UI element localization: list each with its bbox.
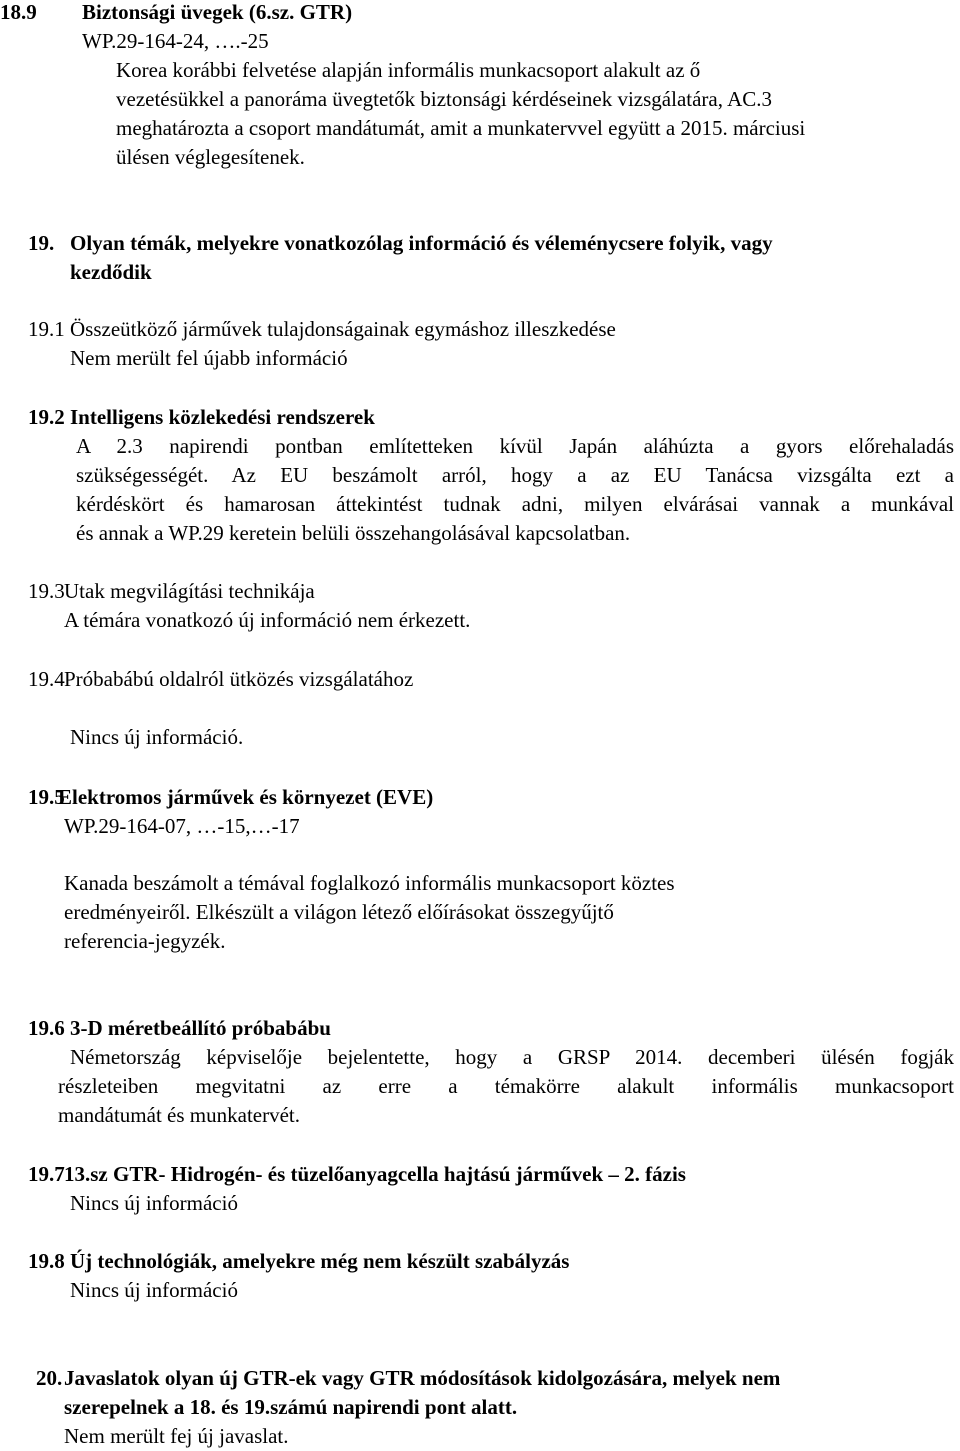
- section-text: Nem merült fel újabb információ: [70, 346, 348, 370]
- section-title: Olyan témák, melyekre vonatkozólag információ és véleménycsere folyik, vagy: [70, 231, 773, 255]
- section-text: Nincs új információ: [70, 1278, 238, 1302]
- section-number: 19.7: [28, 1162, 65, 1186]
- document-reference: WP.29-164-24, ….-25: [82, 29, 269, 53]
- paragraph-line: szükségességét. Az EU beszámolt arról, hogy a az EU Tanácsa vizsgálta ezt a: [76, 463, 954, 487]
- paragraph-line: Kanada beszámolt a témával foglalkozó informális munkacsoport köztes: [64, 871, 675, 895]
- section-title: 3-D méretbeállító próbabábu: [70, 1016, 331, 1040]
- section-number: 19.: [28, 231, 55, 255]
- section-text: Nem merült fej új javaslat.: [64, 1424, 289, 1448]
- section-title-continued: szerepelnek a 18. és 19.számú napirendi pont alatt.: [64, 1395, 518, 1419]
- paragraph-line: ülésen véglegesítenek.: [116, 145, 305, 169]
- paragraph-line: kérdéskört és hamarosan áttekintést tudnak adni, milyen elvárásai vannak a munkával: [76, 492, 954, 516]
- paragraph-line: Németország képviselője bejelentette, hogy a GRSP 2014. decemberi ülésén fogják: [70, 1045, 954, 1069]
- section-text: Nincs új információ.: [70, 725, 244, 749]
- section-number: 19.5: [28, 785, 65, 809]
- section-title: Próbabábú oldalról ütközés vizsgálatához: [64, 667, 414, 691]
- paragraph-line: meghatározta a csoport mandátumát, amit a munkatervvel együtt a 2015. márciusi: [116, 116, 806, 140]
- section-title: Javaslatok olyan új GTR-ek vagy GTR módosítások kidolgozására, melyek nem: [64, 1366, 781, 1390]
- paragraph-line: részleteiben megvitatni az erre a témakörre alakult informális munkacsoport: [58, 1074, 954, 1098]
- section-title: Elektromos járművek és környezet (EVE): [58, 785, 434, 809]
- section-text: Nincs új információ: [70, 1191, 238, 1215]
- section-title: Biztonsági üvegek (6.sz. GTR): [82, 0, 353, 24]
- section-title: Intelligens közlekedési rendszerek: [70, 405, 375, 429]
- section-title: Összeütköző járművek tulajdonságainak egymáshoz illeszkedése: [70, 317, 616, 341]
- section-number: 20.: [36, 1366, 63, 1390]
- paragraph-line: Korea korábbi felvetése alapján informális munkacsoport alakult az ő: [116, 58, 701, 82]
- section-number: 19.2: [28, 405, 65, 429]
- paragraph-line: és annak a WP.29 keretein belüli összehangolásával kapcsolatban.: [76, 521, 631, 545]
- section-text: A témára vonatkozó új információ nem érkezett.: [64, 608, 471, 632]
- paragraph-line: referencia-jegyzék.: [64, 929, 226, 953]
- section-title: Utak megvilágítási technikája: [64, 579, 315, 603]
- section-number: 18.9: [0, 0, 37, 24]
- section-title: Új technológiák, amelyekre még nem készült szabályzás: [70, 1249, 570, 1273]
- section-title: 13.sz GTR- Hidrogén- és tüzelőanyagcella hajtású járművek – 2. fázis: [64, 1162, 686, 1186]
- section-title-continued: kezdődik: [70, 260, 152, 284]
- document-reference: WP.29-164-07, …-15,…-17: [64, 814, 300, 838]
- section-number: 19.1: [28, 317, 65, 341]
- section-number: 19.6: [28, 1016, 65, 1040]
- section-number: 19.3: [28, 579, 65, 603]
- paragraph-line: A 2.3 napirendi pontban említetteken kívül Japán aláhúzta a gyors előrehaladás: [76, 434, 954, 458]
- section-number: 19.8: [28, 1249, 65, 1273]
- section-number: 19.4: [28, 667, 65, 691]
- paragraph-line: eredményeiről. Elkészült a világon létező előírásokat összegyűjtő: [64, 900, 614, 924]
- paragraph-line: mandátumát és munkatervét.: [58, 1103, 301, 1127]
- paragraph-line: vezetésükkel a panoráma üvegtetők biztonsági kérdéseinek vizsgálatára, AC.3: [116, 87, 773, 111]
